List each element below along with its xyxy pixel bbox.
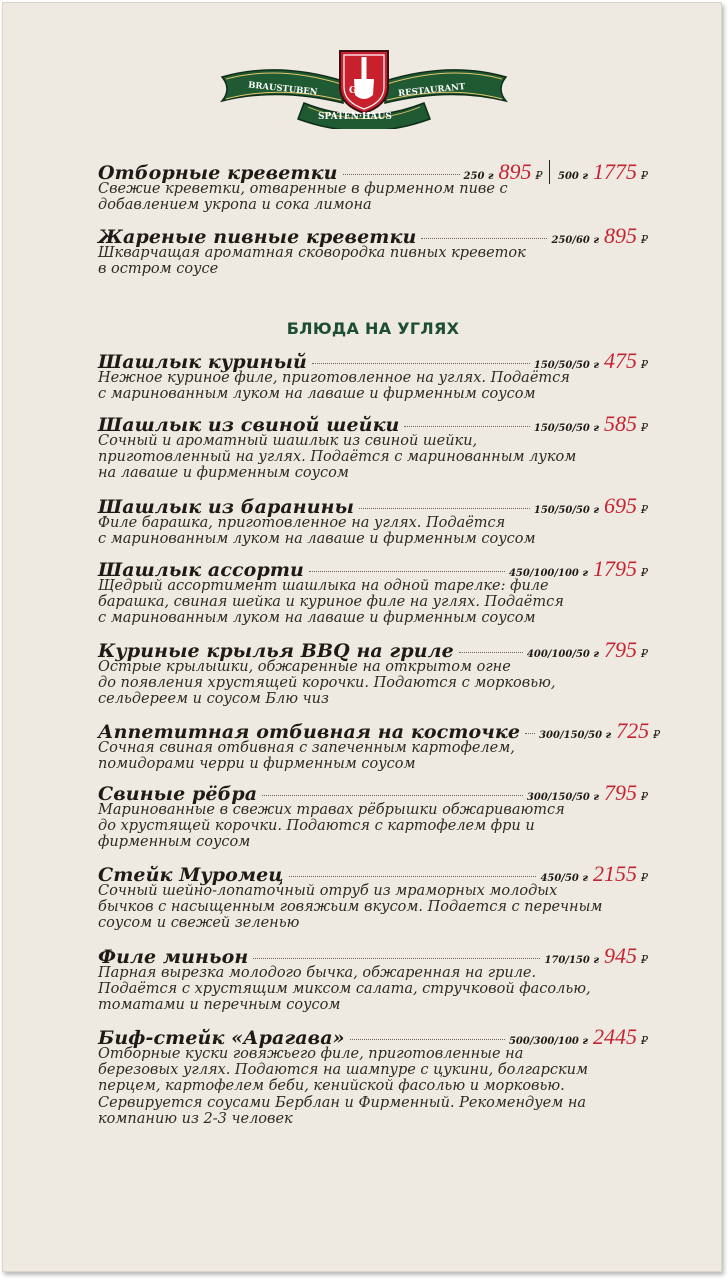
description-line: Парная вырезка молодого бычка, обжаренная на гриле. [98, 965, 537, 981]
currency-sign: ₽ [641, 953, 648, 966]
description-line: Отборные куски говяжьего филе, приготовленные на [98, 1046, 524, 1062]
menu-item [98, 718, 661, 773]
leader-dots [350, 1039, 505, 1040]
dish-description [98, 433, 618, 482]
dish-price-large: 1775 [593, 159, 637, 184]
menu-item [98, 223, 648, 277]
menu-page [2, 2, 722, 1272]
description-line: соусом и свежей зеленью [98, 915, 300, 932]
leader-dots [289, 876, 537, 877]
currency-sign: ₽ [641, 169, 648, 182]
dish-price: 1795 [593, 556, 637, 581]
dish-description [98, 578, 618, 627]
currency-sign: ₽ [641, 503, 648, 516]
dish-price: 895 [604, 223, 637, 248]
dish-name: Куриные крылья BBQ на гриле [98, 640, 454, 662]
description-line: компанию из 2-3 человек [98, 1110, 293, 1127]
menu-item [98, 861, 648, 932]
dish-name: Отборные креветки [98, 162, 338, 184]
dish-name: Аппетитная отбивная на косточке [98, 721, 521, 743]
dish-weight: 150/50/50 г [533, 505, 599, 516]
currency-sign: ₽ [641, 358, 648, 371]
menu-item [98, 1024, 648, 1127]
description-line: помидорами черри и фирменным соусом [98, 756, 416, 773]
dish-name: Шашлык куриный [98, 351, 307, 373]
dish-description [98, 740, 618, 772]
emblem-text: GS [349, 86, 364, 96]
logo-left-banner-text: BRAUSTUBEN [247, 80, 318, 98]
description-line: томатами и перечным соусом [98, 997, 341, 1014]
dish-name: Жареные пивные креветки [98, 226, 417, 248]
dish-weight: 170/150 г [544, 955, 599, 966]
dish-name: Свиные рёбра [98, 783, 258, 805]
dish-description [98, 659, 618, 708]
menu-item [98, 348, 648, 402]
dish-description [98, 370, 618, 402]
leader-dots [404, 426, 529, 427]
description-line: Сочный и ароматный шашлык из свиной шейки, [98, 433, 478, 449]
dish-name: Шашлык ассорти [98, 559, 304, 581]
description-line: фирменным соусом [98, 834, 251, 851]
dish-price: 2445 [593, 1024, 637, 1049]
leader-dots [262, 795, 523, 796]
currency-sign: ₽ [641, 790, 648, 803]
currency-sign: ₽ [641, 647, 648, 660]
description-line: Нежное куриное филе, приготовленное на углях. Подаётся [98, 370, 570, 386]
description-line: с маринованным луком на лаваше и фирменным соусом [98, 610, 536, 627]
dish-description [98, 1046, 618, 1127]
description-line: Филе барашка, приготовленное на углях. Подаётся [98, 515, 506, 531]
dish-weight: 250 г [463, 171, 494, 182]
description-line: сельдереем и соусом Блю чиз [98, 691, 329, 708]
logo-bottom-banner-text: SPATEN·HAUS [318, 112, 392, 122]
dish-description [98, 515, 618, 547]
currency-sign: ₽ [641, 566, 648, 579]
description-line: березовых углях. Подаются на шампуре с цукини, болгарским [98, 1062, 588, 1079]
leader-dots [421, 238, 547, 239]
dish-weight: 450/50 г [540, 873, 588, 884]
dish-name: Филе миньон [98, 946, 249, 968]
dish-price: 475 [604, 348, 637, 373]
dish-name: Шашлык из баранины [98, 496, 355, 518]
description-line: Острые крылышки, обжаренные на открытом огне [98, 659, 511, 675]
description-line: перцем, картофелем беби, кенийской фасолью и морковью. [98, 1078, 565, 1095]
dish-price: 895 [498, 159, 532, 184]
dish-price: 695 [604, 493, 637, 518]
dish-weight: 150/50/50 г [533, 423, 599, 434]
description-line: Шкварчащая ароматная сковородка пивных креветок [98, 245, 526, 261]
dish-weight: 250/60 г [551, 235, 599, 246]
leader-dots [312, 363, 530, 364]
dish-weight: 400/100/50 г [526, 649, 599, 660]
menu-item [98, 780, 648, 851]
currency-sign: ₽ [535, 169, 543, 182]
description-line: в остром соусе [98, 261, 219, 278]
description-line: Щедрый ассортимент шашлыка на одной тарелке: филе [98, 578, 549, 594]
menu-item [98, 943, 648, 1014]
dish-description [98, 965, 618, 1014]
dish-price: 945 [604, 943, 637, 968]
menu-item [98, 159, 648, 213]
description-line: с маринованным луком на лаваше и фирменным соусом [98, 531, 536, 548]
dish-weight-large: 500 г [558, 171, 588, 182]
leader-dots [359, 508, 530, 509]
description-line: на лаваше и фирменным соусом [98, 465, 349, 482]
description-line: до появления хрустящей корочки. Подаются с морковью, [98, 675, 556, 692]
menu-item [98, 556, 648, 627]
currency-sign: ₽ [641, 233, 648, 246]
description-line: Подаётся с хрустящим миксом салата, стручковой фасолью, [98, 981, 591, 998]
dish-name: Биф-стейк «Арагава» [98, 1027, 345, 1049]
leader-dots [525, 733, 535, 734]
dish-name: Шашлык из свиной шейки [98, 414, 400, 436]
description-line: Маринованные в свежих травах рёбрышки обжариваются [98, 802, 565, 818]
leader-dots [343, 174, 460, 175]
dish-weight: 300/150/50 г [526, 792, 599, 803]
currency-sign: ₽ [653, 728, 661, 741]
description-line: добавлением укропа и сока лимона [98, 197, 372, 214]
currency-sign: ₽ [641, 421, 648, 434]
menu-item [98, 411, 648, 482]
spaten-haus-logo [218, 47, 510, 129]
currency-sign: ₽ [641, 1034, 648, 1047]
logo-right-banner-text: RESTAURANT [397, 82, 466, 99]
price-separator [549, 160, 551, 184]
description-line: Сочная свиная отбивная с запеченным картофелем, [98, 740, 515, 756]
description-line: с маринованным луком на лаваше и фирменным соусом [98, 386, 536, 403]
description-line: Сервируется соусами Берблан и Фирменный. Рекомендуем на [98, 1094, 587, 1111]
dish-price: 725 [616, 718, 650, 743]
description-line: Свежие креветки, отваренные в фирменном пиве с [98, 181, 508, 197]
description-line: бычков с насыщенным говяжьим вкусом. Подается с перечным [98, 899, 603, 916]
dish-name: Стейк Муромец [98, 864, 284, 886]
description-line: барашка, свиная шейка и куриное филе на углях. Подаётся [98, 594, 564, 611]
dish-weight: 450/100/100 г [508, 568, 588, 579]
dish-price: 795 [604, 637, 637, 662]
leader-dots [309, 571, 505, 572]
description-line: до хрустящей корочки. Подаются с картофелем фри и [98, 818, 535, 835]
dish-description [98, 245, 618, 277]
description-line: Сочный шейно-лопаточный отруб из мраморных молодых [98, 883, 558, 899]
leader-dots [253, 958, 540, 959]
section-title: БЛЮДА НА УГЛЯХ [286, 319, 460, 338]
dish-price: 585 [604, 411, 637, 436]
dish-description [98, 802, 618, 851]
dish-description [98, 883, 618, 932]
dish-price: 2155 [593, 861, 637, 886]
menu-item [98, 637, 648, 708]
dish-weight: 300/150/50 г [539, 730, 612, 741]
menu-item [98, 493, 648, 547]
currency-sign: ₽ [641, 871, 648, 884]
dish-weight: 500/300/100 г [508, 1036, 588, 1047]
dish-weight: 150/50/50 г [533, 360, 599, 371]
description-line: приготовленный на углях. Подаётся с маринованным луком [98, 449, 577, 466]
dish-description [98, 181, 618, 213]
leader-dots [459, 652, 523, 653]
dish-price: 795 [604, 780, 637, 805]
